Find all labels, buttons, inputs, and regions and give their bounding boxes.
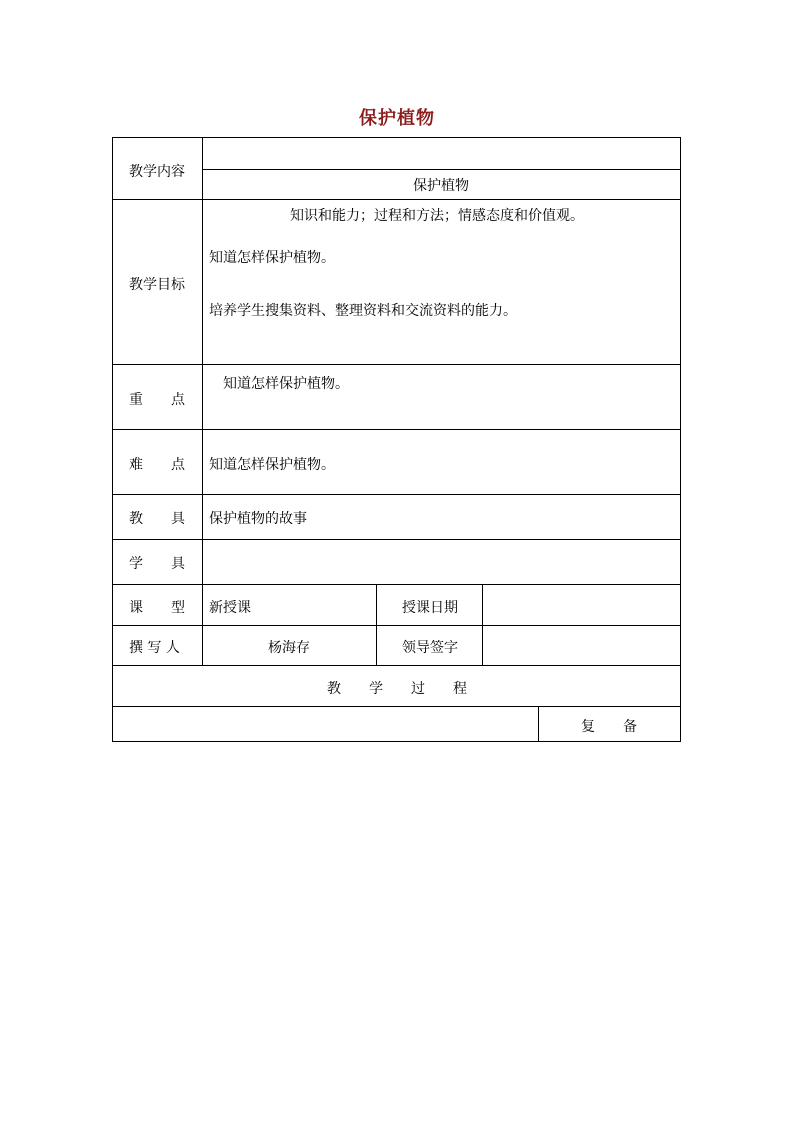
content-inner-divider: [202, 169, 681, 170]
row-divider: [112, 584, 681, 585]
objectives-line-3: 培养学生搜集资料、整理资料和交流资料的能力。: [209, 303, 517, 319]
teaching-process-header: 教 学 过 程: [327, 681, 467, 697]
table-border-bottom: [112, 741, 681, 742]
key-point-label: 重 点: [129, 392, 185, 408]
teaching-aids-value: 保护植物的故事: [209, 511, 307, 527]
content-value: 保护植物: [413, 178, 469, 194]
learning-aids-label: 学 具: [129, 556, 185, 572]
label-column-divider: [202, 137, 203, 665]
content-label: 教学内容: [129, 164, 185, 180]
row-divider: [112, 665, 681, 666]
difficulty-label: 难 点: [129, 457, 185, 473]
table-border-right: [680, 137, 681, 742]
objectives-label: 教学目标: [129, 277, 185, 293]
lesson-type-value: 新授课: [209, 600, 251, 616]
review-column-divider: [538, 706, 539, 742]
author-label: 撰 写 人: [129, 640, 180, 656]
column-divider: [376, 584, 377, 665]
table-border-left: [112, 137, 113, 742]
lesson-date-label: 授课日期: [402, 600, 458, 616]
row-divider: [112, 625, 681, 626]
lesson-plan-table: [112, 137, 681, 742]
lesson-type-label: 课 型: [129, 600, 185, 616]
row-divider: [112, 706, 681, 707]
row-divider: [112, 539, 681, 540]
row-divider: [112, 364, 681, 365]
difficulty-value: 知道怎样保护植物。: [209, 457, 335, 473]
review-label: 复 备: [581, 719, 637, 735]
teaching-aids-label: 教 具: [129, 511, 185, 527]
column-divider: [482, 584, 483, 665]
author-value: 杨海存: [268, 640, 310, 656]
leader-signature-label: 领导签字: [402, 640, 458, 656]
table-border-top: [112, 137, 681, 138]
page-title: 保护植物: [359, 108, 435, 129]
row-divider: [112, 199, 681, 200]
row-divider: [112, 494, 681, 495]
key-point-value: 知道怎样保护植物。: [223, 376, 349, 392]
objectives-line-1: 知识和能力；过程和方法；情感态度和价值观。: [290, 208, 584, 224]
row-divider: [112, 429, 681, 430]
objectives-line-2: 知道怎样保护植物。: [209, 250, 335, 266]
